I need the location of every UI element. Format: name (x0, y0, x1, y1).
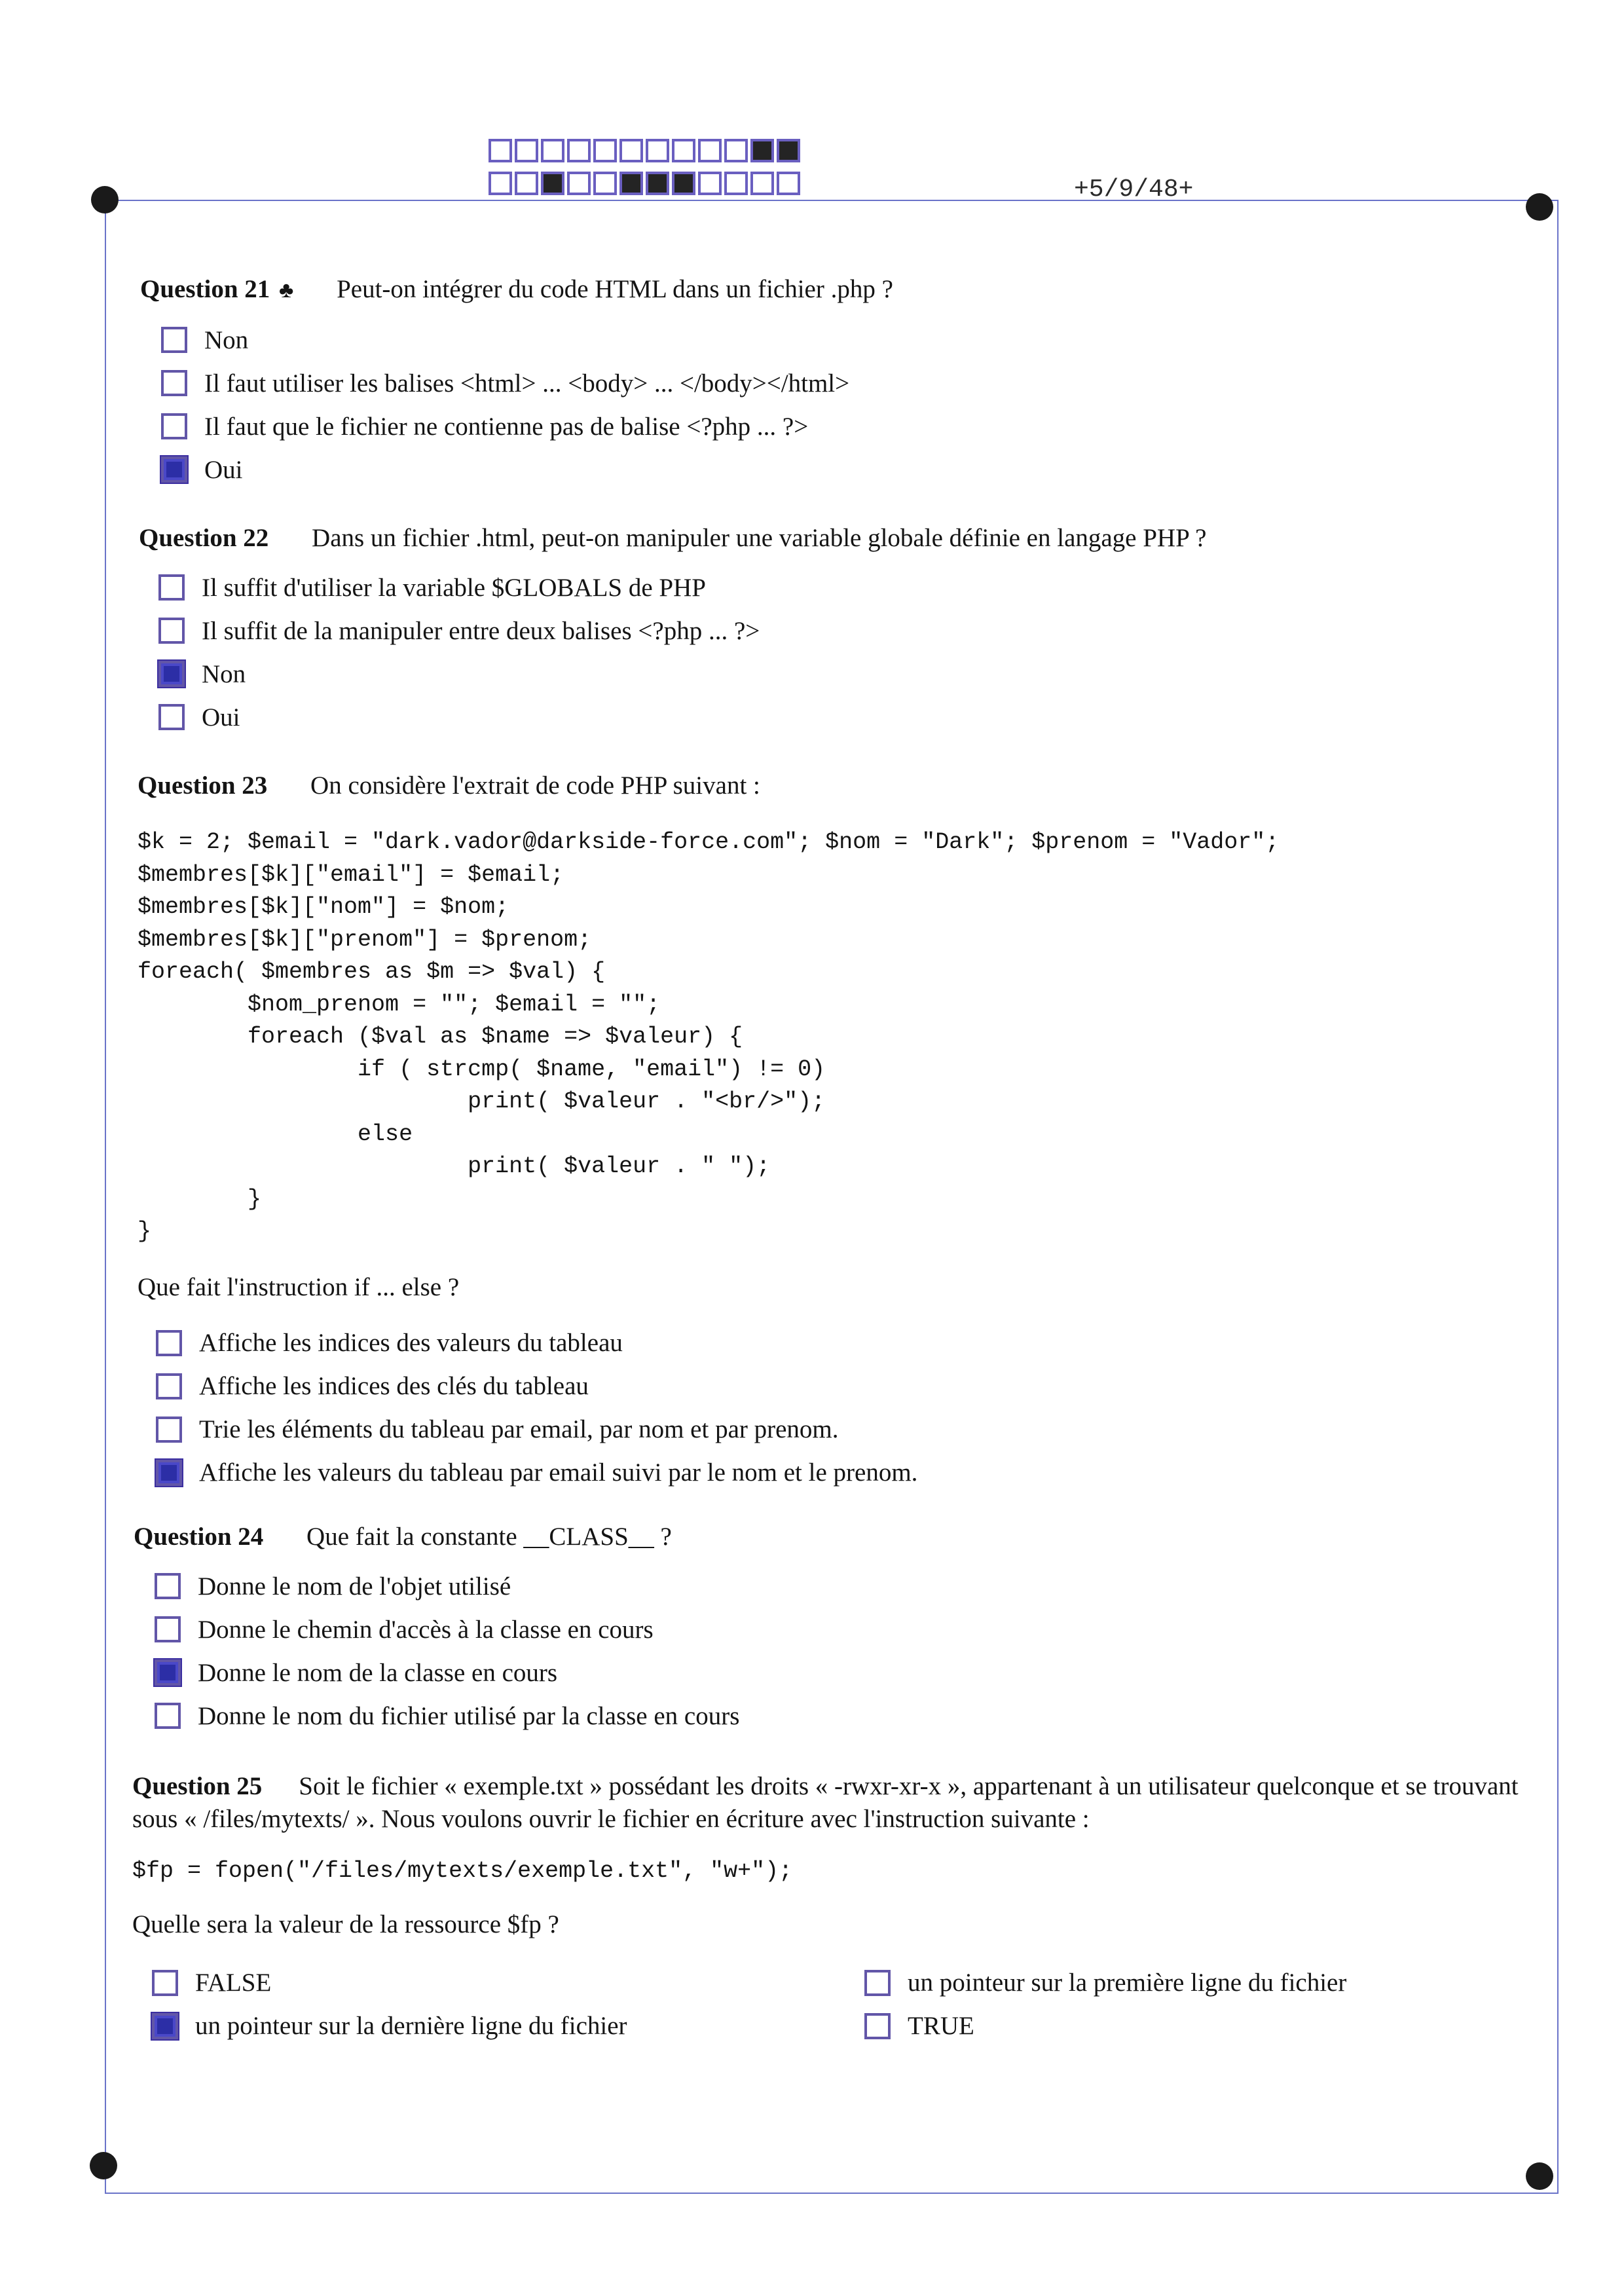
question-21 (140, 274, 1515, 491)
option[interactable] (158, 695, 1514, 739)
club-icon: ♣ (279, 278, 294, 303)
checkbox-checked[interactable] (158, 661, 185, 687)
php-code-snippet: $k = 2; $email = "dark.vador@darkside-force.com"; $nom = "Dark"; $prenom = "Vador"; $membres[$k]["email"] = $email; $membres[$k]["nom"] = $nom; $membres[$k]["prenom"] = $prenom; foreach( $membres as $m => $val) { $nom_prenom = ""; $email = ""; foreach ($val as $name => $valeur) { if ( strcmp( $name, "email") != 0) print( $valeur . "<br/>"); else print( $valeur . " "); } } (138, 829, 1280, 1244)
option[interactable] (864, 1961, 1519, 2005)
checkbox[interactable] (155, 1616, 181, 1642)
checkbox[interactable] (161, 370, 187, 396)
question-24 (134, 1521, 1522, 1737)
id-cell-filled (750, 139, 774, 162)
student-id-row-2 (489, 172, 803, 195)
corner-mark-top-right (1526, 193, 1553, 221)
option[interactable] (155, 1651, 1522, 1694)
option-label: Donne le chemin d'accès à la classe en cours (198, 1615, 654, 1644)
checkbox[interactable] (864, 1970, 891, 1996)
checkbox[interactable] (158, 574, 185, 601)
corner-mark-top-left (91, 186, 119, 213)
id-cell (672, 139, 695, 162)
option-label: Il faut que le fichier ne contienne pas de balise <?php ... ?> (204, 412, 809, 441)
option-label: Affiche les indices des valeurs du tableau (199, 1329, 623, 1357)
student-id-row-1 (489, 139, 803, 162)
option-label: Il suffit de la manipuler entre deux balises <?php ... ?> (202, 616, 760, 645)
id-cell (541, 139, 564, 162)
id-cell (567, 139, 591, 162)
question-23-prompt: Que fait l'instruction if ... else ? (138, 1272, 460, 1301)
question-25 (132, 1770, 1531, 2048)
corner-mark-bottom-left (90, 2152, 117, 2179)
option-label: Donne le nom du fichier utilisé par la classe en cours (198, 1701, 740, 1730)
option[interactable] (158, 652, 1514, 695)
question-23-options (156, 1322, 1526, 1494)
option-label: Non (204, 325, 249, 354)
id-cell (619, 139, 643, 162)
option[interactable] (155, 1565, 1522, 1608)
option-label: TRUE (908, 2012, 974, 2040)
checkbox-checked[interactable] (155, 1659, 181, 1686)
php-code-fopen: $fp = fopen("/files/mytexts/exemple.txt", "w+"); (132, 1858, 793, 1884)
id-cell (489, 172, 512, 195)
question-25-text: Soit le fichier « exemple.txt » possédant les droits « -rwxr-xr-x », appartenant à un utilisateur quelconque et se trouvant sous « /files/mytexts/ ». Nous voulons ouvrir le fichier en écriture avec l'instruction suivante : (132, 1772, 1519, 1833)
checkbox[interactable] (156, 1416, 182, 1443)
id-cell (489, 139, 512, 162)
question-25-label: Question 25 (132, 1772, 263, 1800)
question-23-label: Question 23 (138, 771, 268, 800)
id-cell-filled (646, 172, 669, 195)
id-cell-filled (619, 172, 643, 195)
option[interactable] (152, 1961, 864, 2005)
question-24-text: Que fait la constante __CLASS__ ? (306, 1523, 672, 1551)
checkbox[interactable] (161, 413, 187, 439)
option-label: Oui (202, 703, 240, 731)
question-24-label: Question 24 (134, 1523, 264, 1551)
id-cell (777, 172, 800, 195)
id-cell (515, 172, 538, 195)
option[interactable] (161, 361, 1515, 405)
id-cell (750, 172, 774, 195)
id-cell (698, 172, 722, 195)
option-label: Non (202, 659, 246, 688)
option[interactable] (864, 2005, 1519, 2048)
question-22-text: Dans un fichier .html, peut-on manipuler une variable globale définie en langage PHP ? (312, 524, 1207, 552)
option-label: Trie les éléments du tableau par email, par nom et par prenom. (199, 1415, 839, 1443)
question-25-statement (132, 1770, 1531, 1836)
option-label: Il faut utiliser les balises <html> ... <body> ... </body></html> (204, 369, 850, 398)
question-23 (138, 770, 1526, 1494)
checkbox[interactable] (158, 618, 185, 644)
question-21-label: Question 21 ♣ (140, 275, 294, 303)
option-label: FALSE (195, 1969, 272, 1997)
checkbox[interactable] (155, 1573, 181, 1599)
id-cell (593, 139, 617, 162)
checkbox[interactable] (156, 1373, 182, 1399)
checkbox[interactable] (864, 2013, 891, 2039)
option[interactable] (155, 1608, 1522, 1651)
option[interactable] (161, 318, 1515, 361)
option[interactable] (161, 405, 1515, 448)
question-24-options (155, 1565, 1522, 1737)
option[interactable] (156, 1451, 1526, 1494)
checkbox[interactable] (152, 1970, 178, 1996)
checkbox[interactable] (155, 1703, 181, 1729)
question-25-prompt: Quelle sera la valeur de la ressource $fp ? (132, 1910, 559, 1938)
id-cell (724, 172, 748, 195)
page-code: +5/9/48+ (1074, 176, 1194, 204)
option-label: un pointeur sur la première ligne du fichier (908, 1969, 1347, 1997)
id-cell (593, 172, 617, 195)
id-cell (515, 139, 538, 162)
option[interactable] (156, 1408, 1526, 1451)
id-cell-filled (777, 139, 800, 162)
id-cell-filled (541, 172, 564, 195)
option-label: Il suffit d'utiliser la variable $GLOBALS de PHP (202, 573, 706, 602)
option[interactable] (161, 448, 1515, 491)
checkbox-checked[interactable] (161, 456, 187, 483)
corner-mark-bottom-right (1526, 2162, 1553, 2190)
question-21-options (161, 318, 1515, 491)
question-22-label: Question 22 (139, 524, 269, 552)
option[interactable] (156, 1365, 1526, 1408)
checkbox[interactable] (156, 1330, 182, 1356)
question-25-options (152, 1961, 1531, 2048)
option-label: un pointeur sur la dernière ligne du fichier (195, 2012, 627, 2040)
id-cell (646, 139, 669, 162)
option-label: Affiche les valeurs du tableau par email suivi par le nom et le prenom. (199, 1458, 918, 1487)
option-label: Donne le nom de l'objet utilisé (198, 1572, 511, 1601)
question-22-options (158, 566, 1514, 739)
question-22 (139, 523, 1514, 739)
option[interactable] (158, 566, 1514, 609)
option[interactable] (158, 609, 1514, 652)
checkbox[interactable] (158, 704, 185, 730)
option-label: Oui (204, 455, 243, 484)
checkbox-checked[interactable] (152, 2013, 178, 2039)
checkbox-checked[interactable] (156, 1460, 182, 1486)
id-cell (724, 139, 748, 162)
option-label: Donne le nom de la classe en cours (198, 1658, 558, 1687)
option[interactable] (155, 1694, 1522, 1737)
question-23-text: On considère l'extrait de code PHP suivant : (310, 771, 760, 800)
question-21-text: Peut-on intégrer du code HTML dans un fichier .php ? (337, 275, 893, 303)
checkbox[interactable] (161, 327, 187, 353)
id-cell (698, 139, 722, 162)
id-cell-filled (672, 172, 695, 195)
option-label: Affiche les indices des clés du tableau (199, 1372, 589, 1400)
option[interactable] (152, 2005, 864, 2048)
id-cell (567, 172, 591, 195)
option[interactable] (156, 1322, 1526, 1365)
